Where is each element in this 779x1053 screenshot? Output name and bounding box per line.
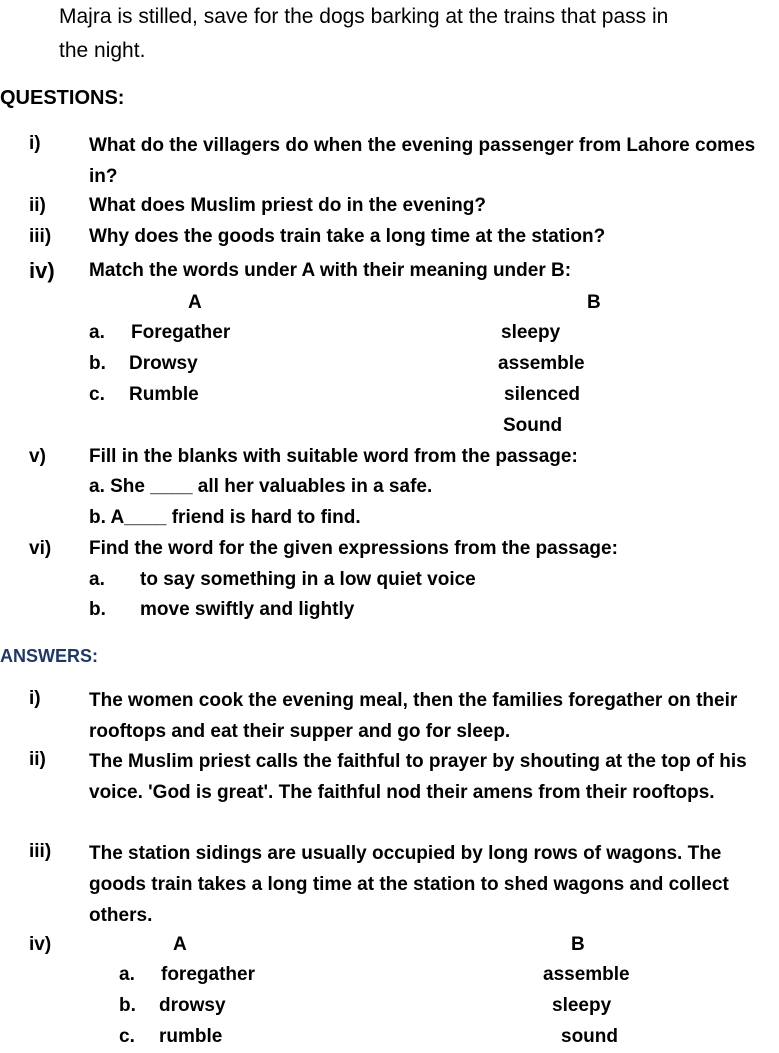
- a4-column-a-header: A: [173, 934, 187, 955]
- questions-heading: QUESTIONS:: [0, 87, 125, 109]
- answer-2-text: The Muslim priest calls the faithful to prayer by shouting at the top of his voice. 'God is great'. The faithful nod their amens from their rooftops.: [89, 751, 747, 803]
- answer-4-number: iv): [29, 934, 52, 955]
- q4-b-word-4: Sound: [503, 415, 563, 436]
- question-1-text: What do the villagers do when the evening passenger from Lahore comes in?: [89, 135, 756, 187]
- q4-column-b-header: B: [587, 292, 601, 313]
- q4-column-a-header: A: [188, 292, 202, 313]
- question-2-number: ii): [29, 195, 46, 216]
- a4-a-word-2: drowsy: [159, 995, 226, 1016]
- question-5-text: Fill in the blanks with suitable word from the passage:: [89, 446, 578, 467]
- a4-column-b-header: B: [571, 934, 585, 955]
- question-3-number: iii): [29, 226, 52, 247]
- q5-item-2: b. A____ friend is hard to find.: [89, 507, 361, 528]
- q4-a-label-2: b.: [89, 353, 106, 374]
- question-6-text: Find the word for the given expressions from the passage:: [89, 538, 618, 559]
- answer-3-number: iii): [29, 841, 52, 862]
- question-6-number: vi): [29, 538, 52, 559]
- a4-b-word-1: assemble: [543, 964, 630, 985]
- a4-a-word-1: foregather: [161, 964, 255, 985]
- a4-a-word-3: rumble: [159, 1026, 223, 1047]
- q6-item-1-label: a.: [89, 569, 105, 590]
- answer-2-number: ii): [29, 749, 46, 770]
- q4-a-label-3: c.: [89, 384, 105, 405]
- a4-a-label-1: a.: [119, 964, 135, 985]
- a4-b-word-3: sound: [561, 1026, 618, 1047]
- intro-line-2: the night.: [59, 39, 146, 62]
- question-3-text: Why does the goods train take a long time at the station?: [89, 226, 606, 247]
- q6-item-1-text: to say something in a low quiet voice: [140, 569, 476, 590]
- intro-line-1: Majra is stilled, save for the dogs barking at the trains that pass in: [59, 5, 669, 28]
- q4-a-label-1: a.: [89, 322, 105, 343]
- q4-a-word-2: Drowsy: [129, 353, 198, 374]
- answer-3-text: The station sidings are usually occupied by long rows of wagons. The goods train takes a long time at the station to shed wagons and collect others.: [89, 843, 729, 926]
- a4-b-word-2: sleepy: [552, 995, 612, 1016]
- q4-b-word-1: sleepy: [501, 322, 561, 343]
- q6-item-2-text: move swiftly and lightly: [140, 599, 355, 620]
- a4-a-label-3: c.: [119, 1026, 135, 1047]
- answer-1-number: i): [29, 688, 41, 709]
- q4-b-word-3: silenced: [504, 384, 581, 405]
- question-2-text: What does Muslim priest do in the evening?: [89, 195, 486, 216]
- answer-1-text: The women cook the evening meal, then the families foregather on their rooftops and eat their supper and go for sleep.: [89, 690, 738, 742]
- q4-a-word-1: Foregather: [131, 322, 231, 343]
- question-4-text: Match the words under A with their meaning under B:: [89, 260, 572, 281]
- q5-item-1: a. She ____ all her valuables in a safe.: [89, 476, 433, 497]
- q6-item-2-label: b.: [89, 599, 106, 620]
- q4-b-word-2: assemble: [498, 353, 585, 374]
- question-4-number: iv): [29, 258, 55, 283]
- question-5-number: v): [29, 446, 46, 467]
- a4-a-label-2: b.: [119, 995, 136, 1016]
- q4-a-word-3: Rumble: [129, 384, 199, 405]
- answers-heading: ANSWERS:: [0, 646, 98, 666]
- question-1-number: i): [29, 133, 41, 154]
